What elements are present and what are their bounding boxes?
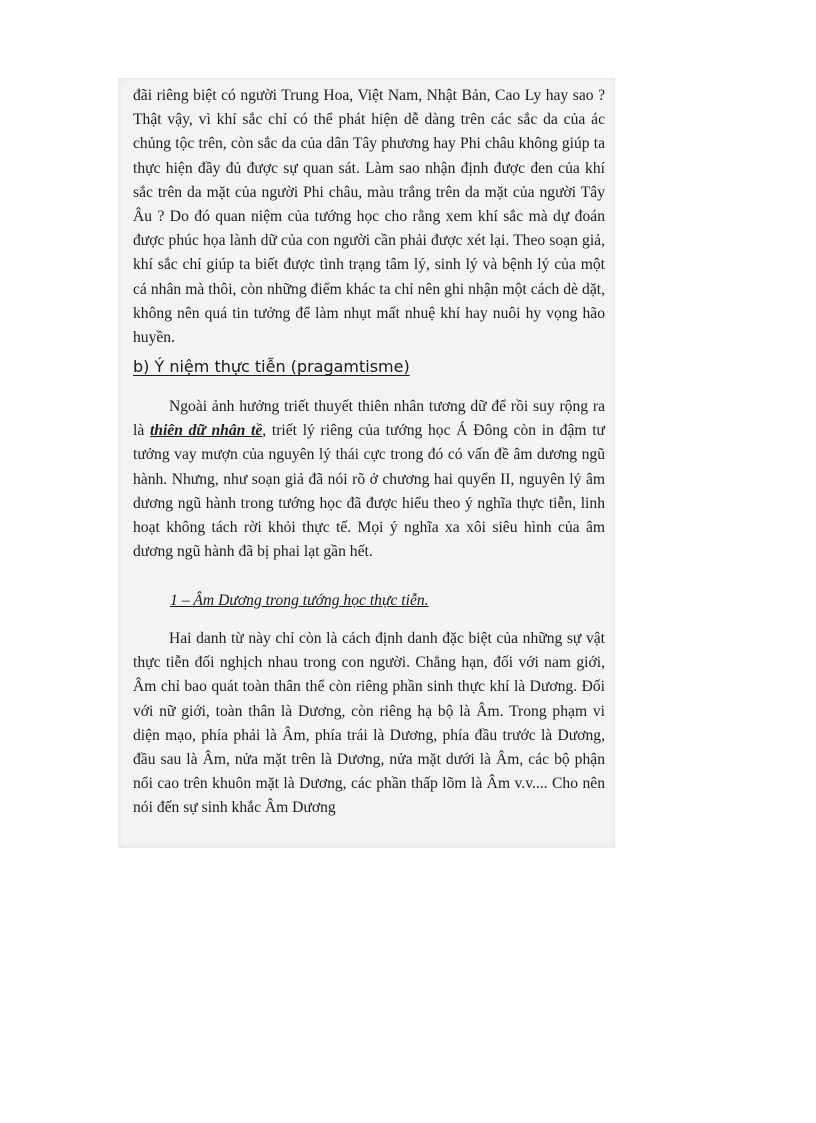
paragraph-1-text: đãi riêng biệt có người Trung Hoa, Việt Nam, Nhật Bản, Cao Ly hay sao ? Thật vậy, vì khí sắc chỉ có thể phát hiện dễ dàng trên các sắc da của ác chủng tộc trên, còn sắc da của dân Tây phương hay Phi châu không giúp ta thực hiện đầy đủ được sự quan sát. Làm sao nhận định được đen của khí sắc trên da mặt của người Phi châu, màu trắng trên da mặt của người Tây Âu ? Do đó quan niệm của tướng học cho rằng xem khí sắc mà dự đoán được phúc họa lành dữ của con người cần phải được xét lại. Theo soạn giả, khí sắc chỉ giúp ta biết được tình trạng tâm lý, sinh lý và bệnh lý của một cá nhân mà thôi, còn những điểm khác ta chỉ nên ghi nhận một cách dè dặt, không nên quá tin tưởng để làm nhụt mất nhuệ khí hay nuôi hy vọng hão huyền. [133, 87, 605, 347]
paragraph-2-text [133, 395, 605, 564]
subsection-heading-1: 1 – Âm Dương trong tướng học thực tiễn. [170, 592, 429, 609]
paragraph-2-before: Ngoài ảnh hưởng triết thuyết thiên nhân tương dữ để rồi suy rộng ra là [133, 398, 605, 440]
paragraph-3 [133, 627, 605, 821]
section-heading-b: b) Ý niệm thực tiễn (pragamtisme) [133, 357, 410, 376]
paragraph-2 [133, 395, 605, 564]
paragraph-2-emphasis: thiên dữ nhân tề [149, 422, 263, 440]
paragraph-1 [133, 84, 605, 350]
paragraph-2-after: , triết lý riêng của tướng học Á Đông còn in đậm tư tưởng vay mượn của nguyên lý thái cực trong đó có vấn đề âm dương ngũ hành. Nhưng, như soạn giả đã nói rõ ở chương hai quyển II, nguyên lý âm dương ngũ hành trong tướng học đã được hiểu theo ý nghĩa thực tiễn, linh hoạt không tách rời khỏi thực tế. Mọi ý nghĩa xa xôi siêu hình của âm dương ngũ hành đã bị phai lạt gần hết. [133, 422, 605, 561]
paragraph-3-text: Hai danh từ này chỉ còn là cách định danh đặc biệt của những sự vật thực tiễn đối nghịch nhau trong con người. Chẳng hạn, đối với nam giới, Âm chỉ bao quát toàn thân thể còn riêng phần sinh thực khí là Dương. Đối với nữ giới, toàn thân là Dương, còn riêng hạ bộ là Âm. Trong phạm vi diện mạo, phía phải là Âm, phía trái là Dương, phía đầu trước là Dương, đầu sau là Âm, nửa mặt trên là Dương, nửa mặt dưới là Âm, các bộ phận nổi cao trên khuôn mặt là Dương, các phần thấp lõm là Âm v.v.... Cho nên nói đến sự sinh khắc Âm Dương [133, 630, 605, 817]
